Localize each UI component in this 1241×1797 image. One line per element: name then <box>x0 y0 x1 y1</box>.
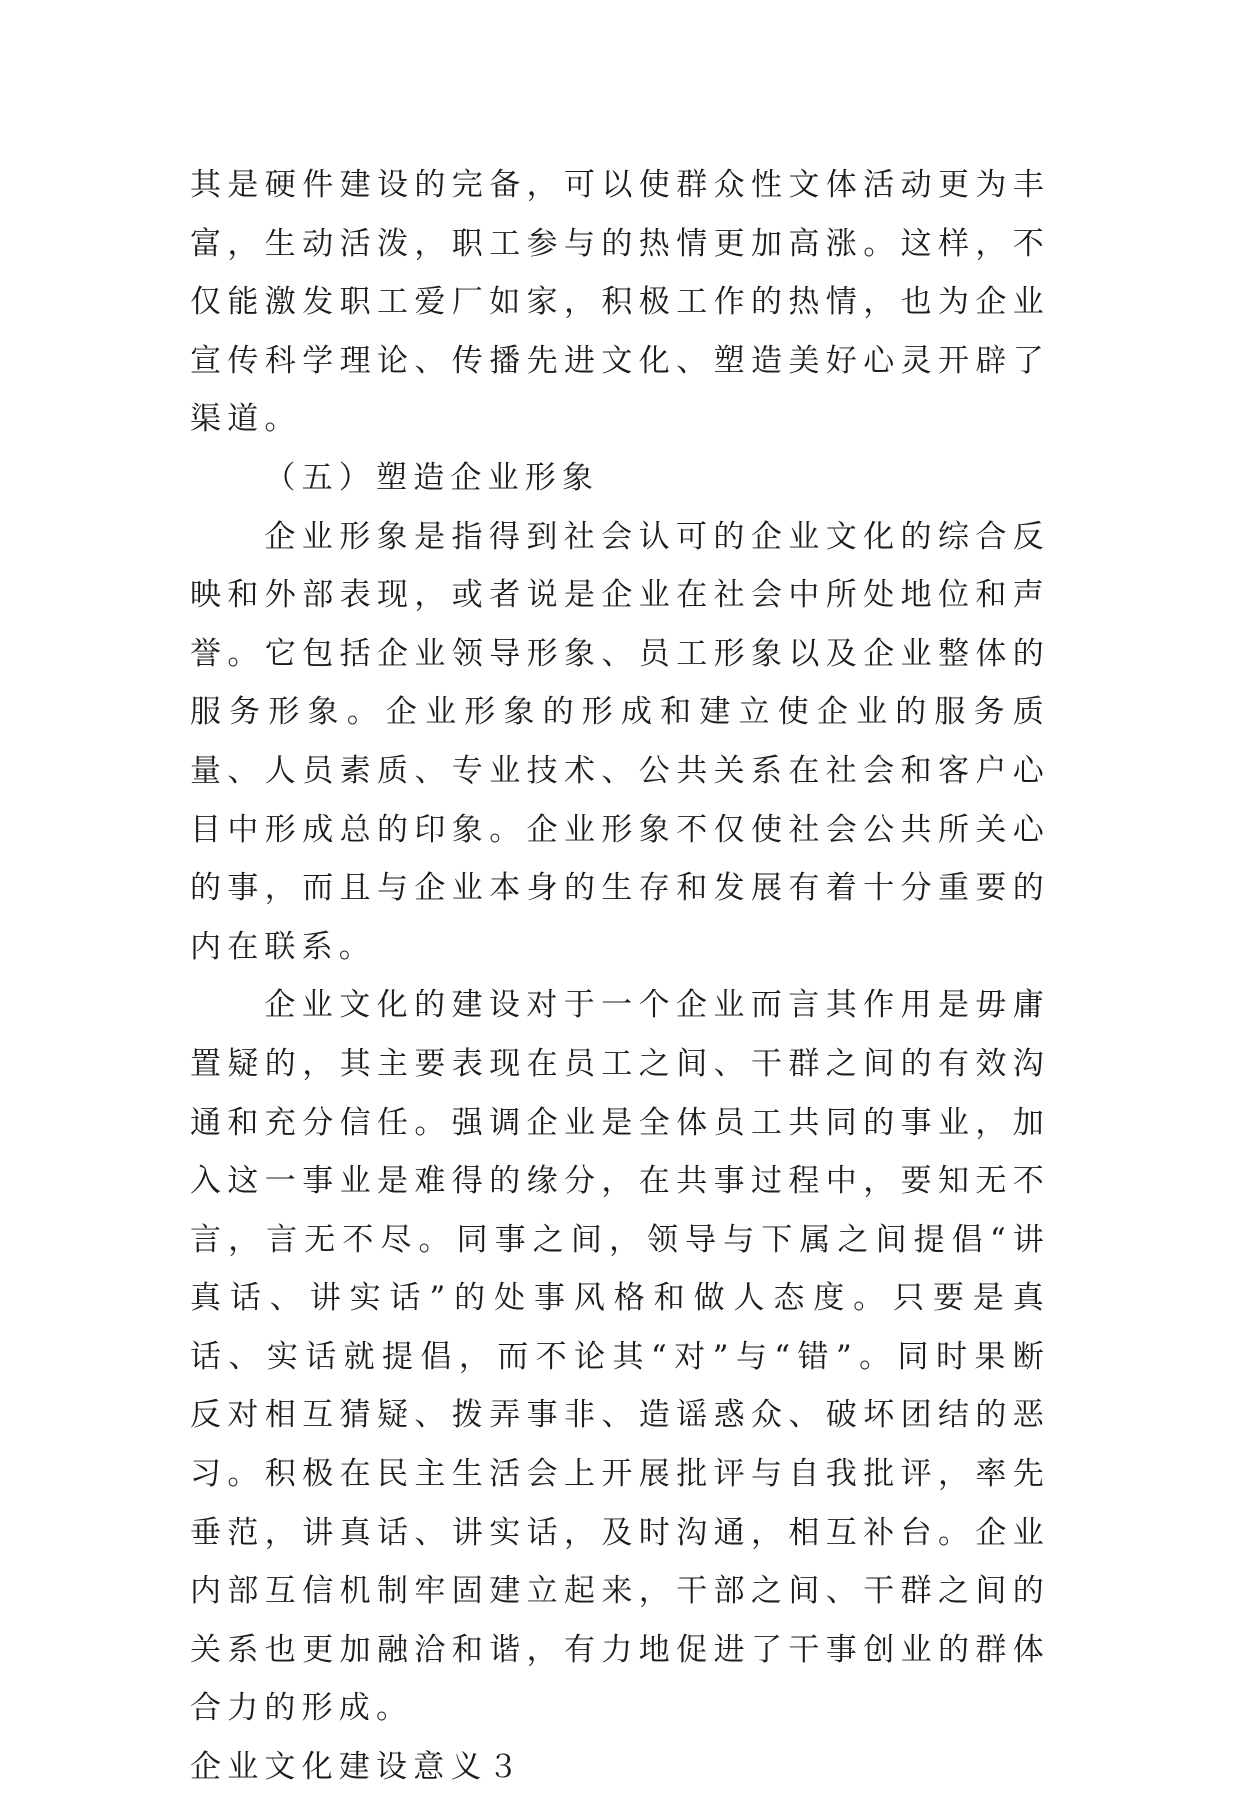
paragraph-corporate-image: 企业形象是指得到社会认可的企业文化的综合反映和外部表现，或者说是企业在社会中所处地位和声誉。它包括企业领导形象、员工形象以及企业整体的服务形象。企业形象的形成和建立使企业的服务质量、人员素质、专业技术、公共关系在社会和客户心目中形成总的印象。企业形象不仅使社会公共所关心的事，而且与企业本身的生存和发展有着十分重要的内在联系。 <box>190 518 1050 965</box>
subheading-shape-corporate-image: （五）塑造企业形象 <box>264 459 600 496</box>
section-title: 企业文化建设意义３ <box>190 1749 525 1786</box>
paragraph-culture-role: 企业文化的建设对于一个企业而言其作用是毋庸置疑的，其主要表现在员工之间、干群之间的有效沟通和充分信任。强调企业是全体员工共同的事业，加入这一事业是难得的缘分，在共事过程中，要知无不言，言无不尽。同事之间，领导与下属之间提倡“讲真话、讲实话”的处事风格和做人态度。只要是真话、实话就提倡，而不论其“对”与“错”。同时果断反对相互猜疑、拨弄事非、造谣惑众、破坏团结的恶习。积极在民主生活会上开展批评与自我批评，率先垂范，讲真话、讲实话，及时沟通，相互补台。企业内部互信机制牢固建立起来，干部之间、干群之间的关系也更加融洽和谐，有力地促进了干事创业的群体合力的形成。 <box>190 987 1050 1727</box>
paragraph-continued: 其是硬件建设的完备，可以使群众性文体活动更为丰富，生动活泼，职工参与的热情更加高涨。这样，不仅能激发职工爱厂如家，积极工作的热情，也为企业宣传科学理论、传播先进文化、塑造美好心灵开辟了渠道。 <box>190 167 1050 438</box>
document-body <box>190 156 1050 1797</box>
